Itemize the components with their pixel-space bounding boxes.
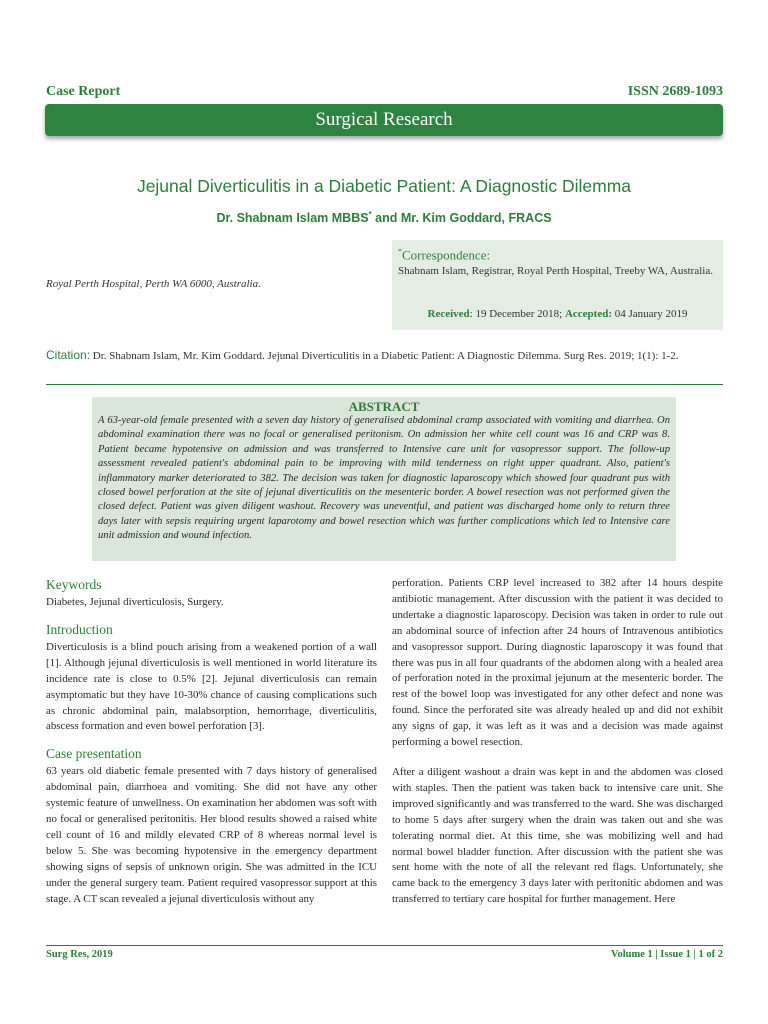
- received-label: Received: [427, 308, 470, 320]
- journal-banner: [45, 104, 723, 136]
- correspondence-text: Shabnam Islam, Registrar, Royal Perth Hospital, Treeby WA, Australia.: [398, 265, 713, 277]
- article-type: Case Report: [46, 84, 121, 99]
- keywords-text: Diabetes, Jejunal diverticulosis, Surgery.: [46, 596, 224, 608]
- introduction-text: Diverticulosis is a blind pouch arising from a weakened portion of a wall [1]. Although jejunal diverticulosis is well mentioned in world literature its incidence rate is close to 0.5% [2]. Jejunal diverticulosis can remain asymptomatic but they have 10-30% chance of causing complications such as chronic abdominal pain, malabsorption, hemorrhage, diverticulitis, abscess formation and even bowel perforation [3].: [46, 640, 377, 733]
- abstract-box: [92, 397, 676, 561]
- keywords-heading: Keywords: [46, 577, 102, 592]
- correspondence-label-text: Correspondence:: [402, 247, 491, 263]
- authors: [0, 210, 768, 225]
- right-column: [392, 576, 723, 908]
- footer-journal: Surg Res, 2019: [46, 949, 113, 960]
- body-paragraph: After a diligent washout a drain was kept in and the abdomen was closed with staples. Then the patient was taken back to intensive care unit. She improved significantly and was transferred to the ward. She was discharged to home 5 days after surgery when the drain was taken out and she was tolerating normal diet. At this time, she was mobilizing well and had normal bowel bladder function. After discussion with the patient she was sent home with the note of all the relevant red flags. Unfortunately, she came back to the emergency 3 days later with peritonitic abdomen and was transferred to tertiary care hospital for further management. Here: [392, 765, 723, 906]
- author-1: Dr. Shabnam Islam MBBS: [216, 211, 369, 226]
- journal-name: Surgical Research: [315, 109, 453, 130]
- accepted-label: Accepted:: [564, 308, 613, 320]
- author-1-mark: *: [368, 210, 372, 219]
- article-title: Jejunal Diverticulitis in a Diabetic Patient: A Diagnostic Dilemma: [136, 176, 632, 196]
- issn: ISSN 2689-1093: [627, 84, 723, 99]
- footer-page-info: Volume 1 | Issue 1 | 1 of 2: [610, 949, 723, 960]
- received-date: : 19 December 2018;: [469, 308, 565, 320]
- correspondence-mark: *: [398, 247, 402, 256]
- introduction-heading: Introduction: [46, 621, 113, 637]
- correspondence-label: [398, 247, 490, 263]
- case-presentation-text: 63 years old diabetic female presented with 7 days history of generalised abdominal pain, diarrhoea and vomiting. She did not have any other systemic feature of unwellness. On examination her abdomen was soft with no focal or generalised peritonitis. Her blood results showed a raised white cell count of 16 and mildly elevated CRP of 8 whereas normal level is below 5. She was becoming hypotensive in the emergency department showing signs of sepsis of unknown origin. She was admitted in the ICU under the general surgery team. Patient required vasopressor support at this stage. A CT scan revealed a jejunal diverticulosis without any: [46, 765, 377, 905]
- abstract-text: A 63-year-old female presented with a seven day history of generalised abdominal cramp associated with vomiting and diarrhea. On abdominal examination there was no focal or generalised peritonism. On admission her white cell count was 16 and CRP was 8. Patient became hypotensive on admission and was transferred to Intensive care unit for vasopressor support. The follow-up assessment revealed patient's abdominal pain to be improving with mild tenderness on right upper quadrant. Also, patient's inflammatory marker deteriorated to 382. The decision was taken for diagnostic laparoscopy which showed four quadrant pus with closed bowel perforation at the site of jejunal diverticulitis on the mesenteric border. A bowel resection was not performed given the closed defect. Patient was given diligent washout. Recovery was uneventful, and patient was discharged home only to return three days later with sepsis requiring urgent laparotomy and bowel resection which was further complications which led to Intensive care unit admission and wound infection.: [98, 415, 670, 542]
- dates: [392, 308, 723, 320]
- left-column: [46, 576, 377, 908]
- citation: [46, 348, 723, 364]
- accepted-date: 04 January 2019: [612, 308, 688, 320]
- footer-divider: [46, 945, 723, 946]
- affiliation: Royal Perth Hospital, Perth WA 6000, Australia.: [46, 278, 261, 290]
- citation-text: Dr. Shabnam Islam, Mr. Kim Goddard. Jejunal Diverticulitis in a Diabetic Patient: A Diagnostic Dilemma. Surg Res. 2019; 1(1): 1-2.: [90, 350, 679, 362]
- author-rest: and Mr. Kim Goddard, FRACS: [371, 211, 552, 226]
- body-paragraph: perforation. Patients CRP level increased to 382 after 14 hours despite antibiotic management. After discussion with the patient it was decided to undertake a diagnostic laparoscopy. Decision was taken in order to rule out an abdominal source of infection after 24 hours of Intravenous antibiotics and vasopressor support. During diagnostic laparoscopy it was found that there was pus in all four quadrants of the abdomen along with a healed area of perforation noted in the proximal jejunum at the mesenteric border. The rest of the bowel loop was investigated for any other defect and none was found. Since the perforated site was already healed up and did not exhibit any signs of gap, it was left as it was and a decision was made against performing a bowel resection.: [392, 577, 723, 749]
- abstract-heading: ABSTRACT: [348, 399, 420, 414]
- citation-label: Citation:: [46, 348, 91, 362]
- divider: [46, 384, 723, 385]
- correspondence-box: [392, 240, 723, 330]
- top-row: [46, 84, 723, 102]
- case-presentation-heading: Case presentation: [46, 746, 142, 762]
